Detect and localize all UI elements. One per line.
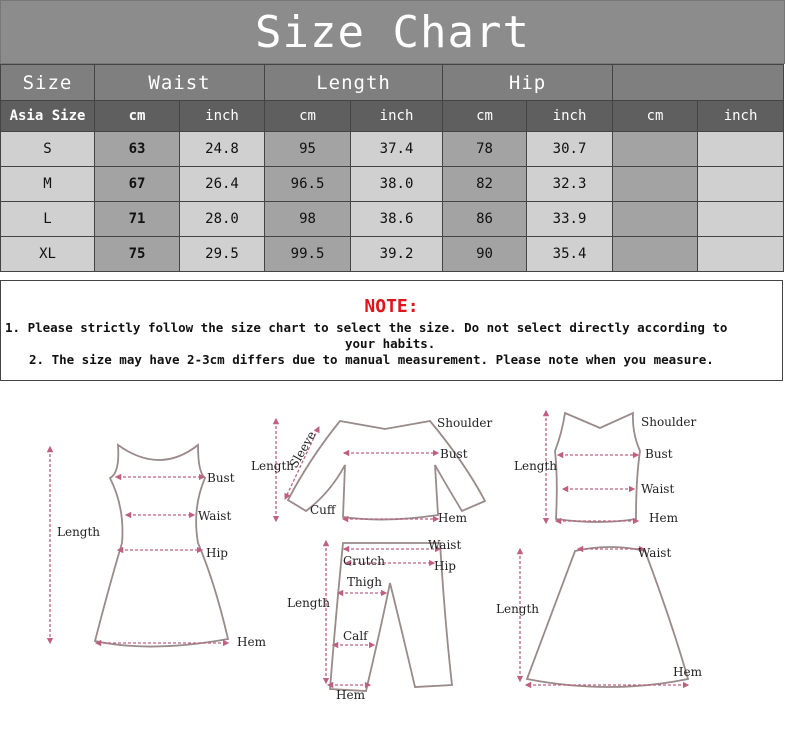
header-blank xyxy=(613,65,784,101)
extra-cm-cell xyxy=(613,132,698,167)
length-cm-cell: 99.5 xyxy=(265,237,351,272)
note-title: NOTE: xyxy=(364,296,419,317)
hip-inch-cell: 35.4 xyxy=(527,237,613,272)
skirt-length-label: Length xyxy=(496,602,540,616)
length-inch-cell: 38.6 xyxy=(351,202,443,237)
extra-inch-cell xyxy=(698,237,784,272)
length-inch-cell: 37.4 xyxy=(351,132,443,167)
header-waist: Waist xyxy=(95,65,265,101)
note-line-2: 2. The size may have 2-3cm differs due to manual measurement. Please note when you measure. xyxy=(29,352,714,367)
dress-waist-label: Waist xyxy=(198,509,232,523)
header-size: Size xyxy=(1,65,95,101)
top-bust-label: Bust xyxy=(440,447,468,461)
table-row xyxy=(1,237,784,272)
garment-illustrations xyxy=(0,383,785,739)
table-row xyxy=(1,202,784,237)
hip-inch-cell: 30.7 xyxy=(527,132,613,167)
size-cell: S xyxy=(1,132,95,167)
hip-cm-cell: 82 xyxy=(443,167,527,202)
header-length: Length xyxy=(265,65,443,101)
table-row xyxy=(1,132,784,167)
waist-inch-cell: 29.5 xyxy=(180,237,265,272)
extra-inch-cell xyxy=(698,132,784,167)
pants-thigh-label: Thigh xyxy=(347,575,382,589)
extra-inch-cell xyxy=(698,167,784,202)
hip-cm-cell: 86 xyxy=(443,202,527,237)
unit-asia-size: Asia Size xyxy=(1,101,95,132)
table-row xyxy=(1,167,784,202)
extra-cm-cell xyxy=(613,167,698,202)
top-hem-label: Hem xyxy=(438,511,467,525)
pants-crutch-label: Crutch xyxy=(343,554,385,568)
top-length-label: Length xyxy=(251,459,295,473)
size-table xyxy=(0,64,784,272)
header-hip: Hip xyxy=(443,65,613,101)
tank-bust-label: Bust xyxy=(645,447,673,461)
note-line-1: 1. Please strictly follow the size chart to select the size. Do not select directly according to xyxy=(5,320,728,335)
top-cuff-label: Cuff xyxy=(310,503,336,517)
extra-cm-cell xyxy=(613,202,698,237)
top-sleeve-label: Sleeve xyxy=(286,428,319,471)
note-line-1-cont: your habits. xyxy=(345,336,436,351)
waist-inch-cell: 24.8 xyxy=(180,132,265,167)
waist-inch-cell: 28.0 xyxy=(180,202,265,237)
tank-shoulder-label: Shoulder xyxy=(641,415,697,429)
hip-inch-cell: 32.3 xyxy=(527,167,613,202)
size-cell: XL xyxy=(1,237,95,272)
pants-waist-label: Waist xyxy=(428,538,462,552)
unit-hip-cm: cm xyxy=(443,101,527,132)
length-cm-cell: 95 xyxy=(265,132,351,167)
length-inch-cell: 39.2 xyxy=(351,237,443,272)
dress-hip-label: Hip xyxy=(206,546,228,560)
dress-bust-label: Bust xyxy=(207,471,235,485)
length-inch-cell: 38.0 xyxy=(351,167,443,202)
units-row xyxy=(1,101,784,132)
skirt-hem-label: Hem xyxy=(673,665,702,679)
hip-cm-cell: 78 xyxy=(443,132,527,167)
tank-outline xyxy=(555,413,640,522)
length-cm-cell: 98 xyxy=(265,202,351,237)
skirt-outline xyxy=(527,547,688,687)
waist-cm-cell: 71 xyxy=(95,202,180,237)
tank-waist-label: Waist xyxy=(641,482,675,496)
pants-length-label: Length xyxy=(287,596,331,610)
unit-extra-inch: inch xyxy=(698,101,784,132)
title-bar xyxy=(0,0,785,64)
measurement-diagrams xyxy=(0,383,785,739)
tank-hem-label: Hem xyxy=(649,511,678,525)
extra-cm-cell xyxy=(613,237,698,272)
unit-hip-inch: inch xyxy=(527,101,613,132)
hip-inch-cell: 33.9 xyxy=(527,202,613,237)
top-shoulder-label: Shoulder xyxy=(437,416,493,430)
hip-cm-cell: 90 xyxy=(443,237,527,272)
unit-length-cm: cm xyxy=(265,101,351,132)
header-row xyxy=(1,65,784,101)
skirt-waist-label: Waist xyxy=(638,546,672,560)
waist-inch-cell: 26.4 xyxy=(180,167,265,202)
dress-length-label: Length xyxy=(57,525,101,539)
pants-calf-label: Calf xyxy=(343,629,368,643)
unit-length-inch: inch xyxy=(351,101,443,132)
pants-hem-label: Hem xyxy=(336,688,365,702)
waist-cm-cell: 75 xyxy=(95,237,180,272)
extra-inch-cell xyxy=(698,202,784,237)
waist-cm-cell: 63 xyxy=(95,132,180,167)
note-box xyxy=(0,280,783,381)
unit-waist-inch: inch xyxy=(180,101,265,132)
size-cell: L xyxy=(1,202,95,237)
pants-hip-label: Hip xyxy=(434,559,456,573)
size-cell: M xyxy=(1,167,95,202)
page-title: Size Chart xyxy=(255,7,530,58)
unit-waist-cm: cm xyxy=(95,101,180,132)
tank-length-label: Length xyxy=(514,459,558,473)
length-cm-cell: 96.5 xyxy=(265,167,351,202)
dress-hem-label: Hem xyxy=(237,635,266,649)
waist-cm-cell: 67 xyxy=(95,167,180,202)
unit-extra-cm: cm xyxy=(613,101,698,132)
